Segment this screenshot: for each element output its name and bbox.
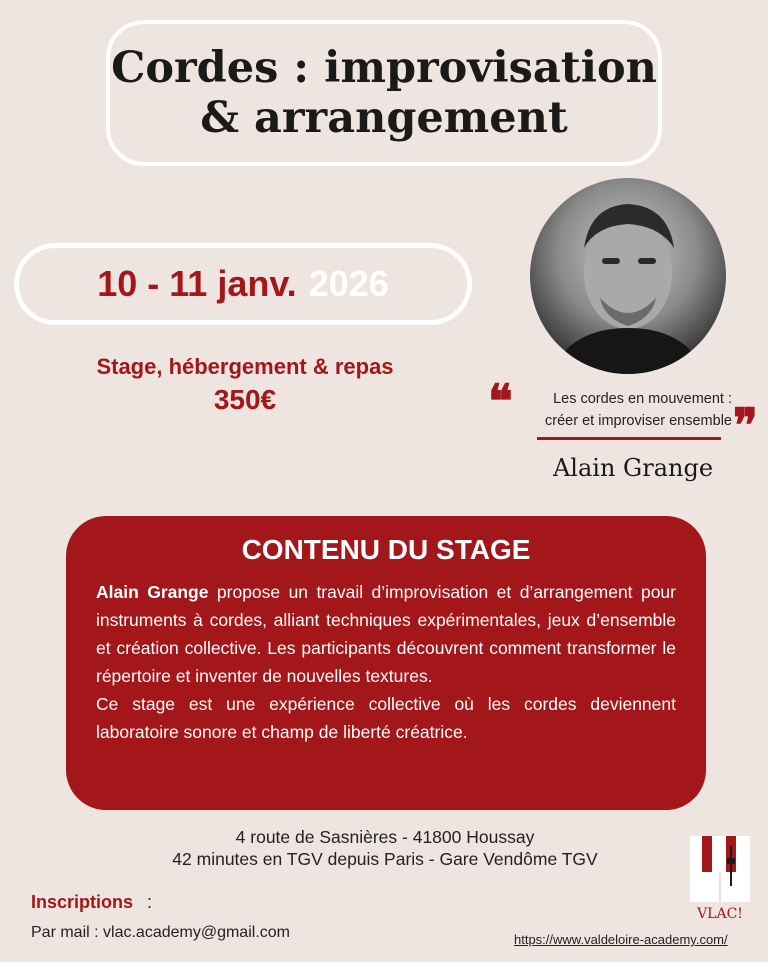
quote-line-2: créer et improviser ensemble: [545, 413, 732, 429]
inscriptions-mail[interactable]: Par mail : vlac.academy@gmail.com: [31, 924, 290, 941]
offer-label: Stage, hébergement & repas: [96, 354, 394, 379]
vlac-logo-text: VLAC!: [697, 906, 743, 922]
quote-close-icon: ❞: [733, 398, 758, 452]
content-paragraph-2: Ce stage est une expérience collective où les cordes deviennent laboratoire sonore et champ de liberté créatrice.: [96, 694, 676, 742]
content-text: [96, 578, 676, 746]
content-lead-name: Alain Grange: [96, 582, 209, 602]
portrait-photo: [530, 178, 726, 374]
content-box: [66, 516, 706, 810]
quote-line-1: Les cordes en mouvement :: [553, 391, 732, 407]
address-line-2: 42 minutes en TGV depuis Paris - Gare Vendôme TGV: [172, 849, 598, 869]
title-box: [106, 20, 662, 166]
content-paragraph-1-text: propose un travail d’improvisation et d’arrangement pour instruments à cordes, alliant techniques expérimentales, jeux d’ensemble et création collective. Les participants découvrent comment transformer le répertoire et inventer de nouvelles textures.: [96, 582, 676, 686]
title-line-2: & arrangement: [200, 93, 568, 143]
address: [80, 826, 690, 870]
inscriptions-colon: :: [147, 892, 153, 912]
portrait-illustration: [530, 178, 726, 374]
title-line-1: Cordes : improvisation: [111, 43, 657, 93]
address-line-1: 4 route de Sasnières - 41800 Houssay: [235, 827, 535, 847]
date-days: 10 - 11 janv.: [97, 263, 297, 304]
quote-text: [512, 388, 732, 432]
date-box: [14, 243, 472, 325]
vlac-logo: [690, 836, 750, 902]
quote-divider: [537, 437, 721, 440]
piano-keys-icon: [690, 836, 750, 902]
offer-price: 350€: [213, 384, 277, 415]
content-paragraph-1: [96, 578, 676, 690]
content-title: CONTENU DU STAGE: [241, 534, 531, 565]
date-year: 2026: [308, 263, 389, 304]
website-link[interactable]: https://www.valdeloire-academy.com/: [514, 932, 728, 947]
quote-open-icon: ❝: [488, 374, 513, 428]
inscriptions-label: Inscriptions: [31, 892, 134, 912]
author-name: Alain Grange: [552, 454, 714, 482]
